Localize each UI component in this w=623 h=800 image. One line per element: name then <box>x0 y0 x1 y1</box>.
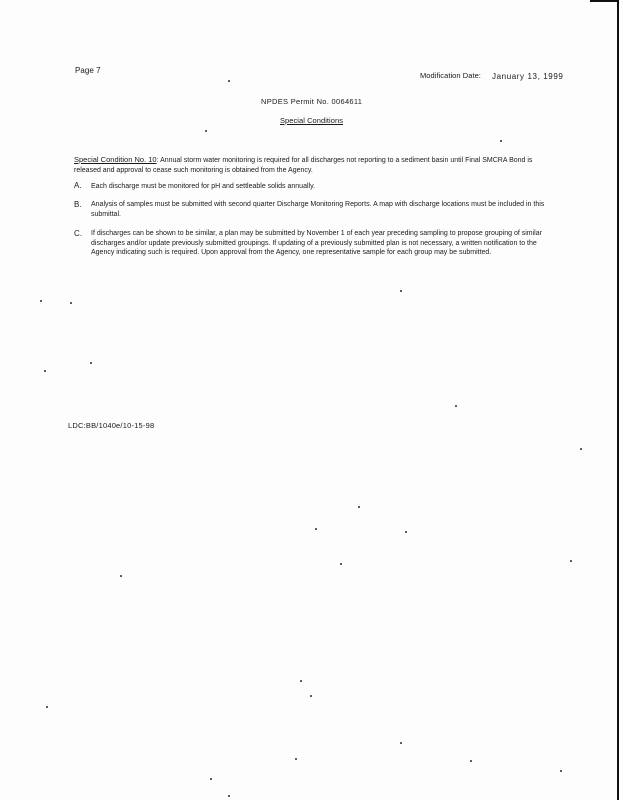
item-a-letter: A. <box>74 181 82 190</box>
scan-speck <box>46 706 48 708</box>
scan-speck <box>455 405 457 407</box>
item-c-letter: C. <box>74 229 82 238</box>
scan-speck <box>405 531 407 533</box>
scan-speck <box>500 140 502 142</box>
special-condition-text: : Annual storm water monitoring is required for all discharges not reporting to a sediment basin until Final SMCRA Bond is released and approval to cease such monitoring is obtained from the Agency. <box>74 157 533 174</box>
scan-speck <box>358 506 360 508</box>
section-title: Special Conditions <box>280 116 344 125</box>
scan-edge-top <box>590 0 619 2</box>
scan-speck <box>315 528 317 530</box>
scan-speck <box>40 300 42 302</box>
special-condition-paragraph <box>74 155 552 175</box>
scan-speck <box>340 563 342 565</box>
modification-date-value: January 13, 1999 <box>492 72 564 81</box>
scan-speck <box>210 778 212 780</box>
scan-speck <box>310 695 312 697</box>
scan-speck <box>205 130 207 132</box>
footer-reference-code: LDC:BB/1040e/10-15-98 <box>68 421 155 430</box>
modification-date-label: Modification Date: <box>420 71 481 80</box>
scan-speck <box>400 290 402 292</box>
item-b-letter: B. <box>74 200 82 209</box>
scan-speck <box>560 770 562 772</box>
item-a-text: Each discharge must be monitored for pH and settleable solids annually. <box>91 183 315 190</box>
scan-speck <box>295 758 297 760</box>
scan-speck <box>470 760 472 762</box>
scan-speck <box>300 680 302 682</box>
scan-speck <box>120 575 122 577</box>
scan-speck <box>228 795 230 797</box>
scan-speck <box>400 742 402 744</box>
page-number: Page 7 <box>75 66 101 75</box>
scan-speck <box>70 302 72 304</box>
permit-number: NPDES Permit No. 0064611 <box>261 97 363 106</box>
special-condition-label: Special Condition No. 10 <box>74 155 157 164</box>
scan-speck <box>228 80 230 82</box>
item-c-text: If discharges can be shown to be similar, a plan may be submitted by November 1 of each year preceding sampling to propose grouping of similar discharges and/or update previously submitted groupings. If updating of a previously submitted plan is not necessary, a written notification to the Agency indicating such is required. Upon approval from the Agency, one representative sample for each group may be submitted. <box>91 230 542 256</box>
scan-speck <box>580 448 582 450</box>
scan-speck <box>44 370 46 372</box>
scan-speck <box>90 362 92 364</box>
scan-edge-right <box>617 0 619 800</box>
item-b-text: Analysis of samples must be submitted with second quarter Discharge Monitoring Reports. A map with discharge locations must be included in this submittal. <box>91 201 545 218</box>
scan-speck <box>570 560 572 562</box>
